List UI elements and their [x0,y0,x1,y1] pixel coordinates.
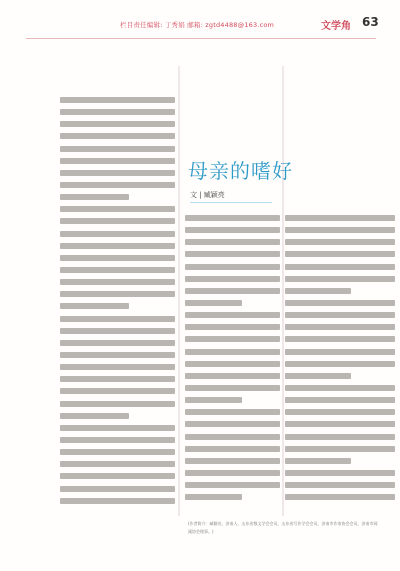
text-line [60,303,129,309]
text-line [60,486,175,492]
text-line [60,352,175,358]
text-line [185,385,280,391]
page-header [0,14,400,36]
text-line [185,227,280,233]
text-line [60,437,175,443]
text-line [60,376,175,382]
text-line [60,170,175,176]
text-line [285,409,395,415]
header-divider [26,38,376,39]
title-divider [190,202,272,203]
text-line [285,264,395,270]
text-line [185,300,242,306]
text-line [60,279,175,285]
text-line [185,446,280,452]
text-line [185,336,280,342]
text-line [60,231,175,237]
text-line [185,458,280,464]
text-line [285,458,351,464]
text-line [60,401,175,407]
text-line [185,409,280,415]
text-line [185,288,280,294]
text-line [60,146,175,152]
text-line [285,300,395,306]
text-line [285,361,395,367]
article-author: 文 | 臧颖亮 [190,191,225,199]
text-line [185,434,280,440]
text-line [60,243,175,249]
text-line [60,109,175,115]
text-line [60,449,175,455]
text-line [60,267,175,273]
text-line [285,251,395,257]
text-line [60,97,175,103]
text-line [185,324,280,330]
text-line [60,206,175,212]
text-line [285,288,351,294]
text-line [285,312,395,318]
text-line [285,239,395,245]
text-line [185,482,280,488]
text-line [60,340,175,346]
text-line [285,349,395,355]
text-line [185,494,242,500]
text-line [285,276,395,282]
text-line [60,498,175,504]
article-body-column-1 [60,97,175,510]
text-line [285,494,395,500]
text-line [285,397,395,403]
text-line [285,482,395,488]
text-line [185,470,280,476]
text-line [60,364,175,370]
text-line [285,385,395,391]
text-line [185,239,280,245]
text-line [185,397,242,403]
text-line [185,361,280,367]
text-line [185,215,280,221]
text-line [60,425,175,431]
text-line [60,461,175,467]
text-line [185,373,280,379]
text-line [60,218,175,224]
text-line [185,312,280,318]
text-line [185,251,280,257]
text-line [185,349,280,355]
text-line [60,194,129,200]
article-title: 母亲的嗜好 [188,159,293,183]
text-line [60,133,175,139]
page-number: 63 [362,15,379,29]
article-body-column-2 [185,215,280,506]
text-line [285,373,351,379]
text-line [185,421,280,427]
text-line [285,446,395,452]
column-divider [282,66,284,516]
text-line [60,473,175,479]
text-line [60,388,175,394]
text-line [285,227,395,233]
text-line [285,470,395,476]
section-title: 文学角 [321,21,351,32]
text-line [60,158,175,164]
author-bio: (作者简介：臧颖亮，济南人，山东省散文学会会员，山东省写作学会会员，济南市作家协会会员，济南市闻溪协会理事。) [188,521,378,534]
text-line [60,328,175,334]
article-body-column-3 [285,215,395,506]
text-line [60,255,175,261]
text-line [185,264,280,270]
text-line [285,434,395,440]
text-line [60,316,175,322]
column-divider [178,66,180,516]
text-line [60,182,175,188]
text-line [185,276,280,282]
text-line [285,336,395,342]
text-line [60,291,175,297]
text-line [285,421,395,427]
text-line [285,324,395,330]
editor-line: 栏目责任编辑: 丁秀娟 邮箱: zgtd4488@163.com [120,21,275,29]
text-line [60,121,175,127]
text-line [60,413,129,419]
text-line [285,215,395,221]
